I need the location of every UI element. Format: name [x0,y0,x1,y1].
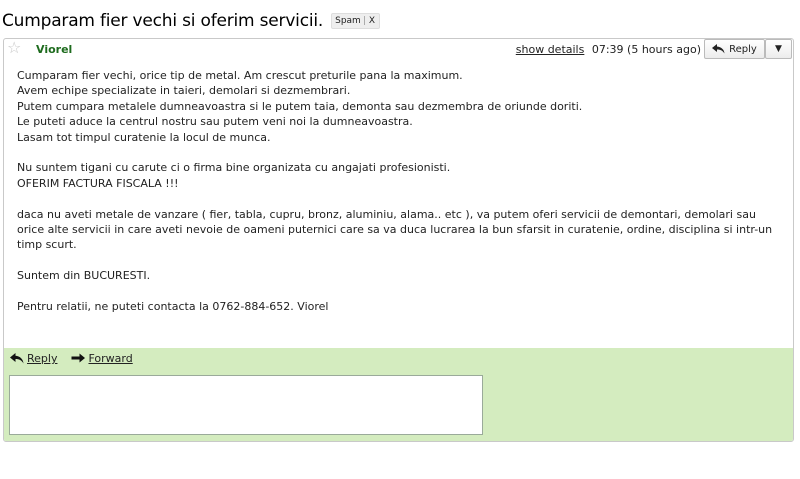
forward-link[interactable] [71,352,132,365]
body-line: Cumparam fier vechi, orice tip de metal. Am crescut preturile pana la maximum. [17,69,463,82]
reply-link[interactable] [10,352,57,365]
reply-actions [10,352,147,365]
forward-link-label: Forward [88,352,133,365]
label-separator: | [362,16,366,26]
body-line: OFERIM FACTURA FISCALA !!! [17,176,179,190]
spam-label-text: Spam [335,16,361,26]
body-paragraph-1 [17,68,779,145]
message-time: 07:39 (5 hours ago) [591,43,701,56]
thread-subject: Cumparam fier vechi si oferim servicii. [2,11,324,31]
reply-textbox[interactable] [9,375,483,435]
reply-button[interactable] [704,39,765,59]
message-header [4,39,793,61]
body-line: Nu suntem tigani cu carute ci o firma bine organizata cu angajati profesionisti. [17,161,451,175]
message-card [3,38,794,442]
message-meta [516,43,701,56]
body-paragraph-2 [17,160,779,191]
dropdown-arrow-icon: ▼ [775,44,782,54]
show-details-link[interactable]: show details [515,43,585,56]
reply-arrow-icon [712,44,725,54]
remove-label-button[interactable]: X [368,16,376,26]
body-paragraph-3: daca nu aveti metale de vanzare ( fier, tabla, cupru, bronz, aluminiu, alama.. etc ), va putem oferi servicii de demontari, demolari sau orice alte servicii in care aveti nevoie de oameni puternici care sa va duca lucrarea la bun sfarsit in curatenie, ordine, disciplina si intr-un timp scurt. [17,207,773,252]
reply-button-label: Reply [729,43,757,55]
message-body [17,68,779,330]
body-line: Lasam tot timpul curatenie la locul de munca. [17,130,271,144]
forward-arrow-icon [71,353,85,364]
reply-link-label: Reply [27,352,58,365]
body-line: Putem cumpara metalele dumneavoastra si le putem taia, demonta sau dezmembra de oriunde doriti. [17,99,583,113]
star-icon[interactable]: ☆ [7,38,22,57]
body-line: Avem echipe specializate in taieri, demolari si dezmembrari. [17,84,351,98]
sender-name[interactable]: Viorel [36,43,73,56]
spam-label[interactable] [331,13,380,29]
body-paragraph-4: Suntem din BUCURESTI. [17,269,151,283]
body-line: Le puteti aduce la centrul nostru sau putem veni noi la dumneavoastra. [17,115,413,129]
thread-header [2,8,800,34]
body-paragraph-5: Pentru relatii, ne puteti contacta la 0762-884-652. Viorel [17,300,329,314]
quick-reply-area [4,348,793,441]
reply-arrow-icon [10,353,24,364]
more-options-button[interactable] [765,39,792,59]
